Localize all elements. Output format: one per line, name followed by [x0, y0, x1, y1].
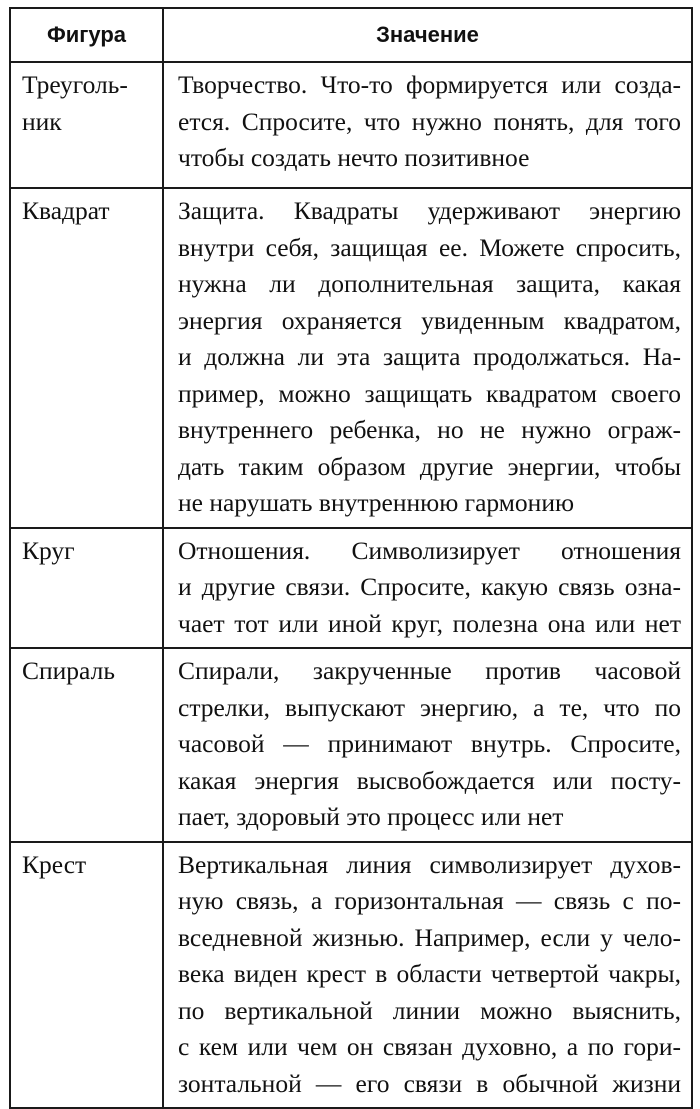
- shape-line: ник: [22, 106, 62, 136]
- shape-line: Квадрат: [22, 196, 110, 225]
- meaning-line: Творчество. Что-то формируется или созда-: [178, 70, 681, 99]
- meaning-line: ется. Спросите, что нужно понять, для того: [178, 106, 681, 136]
- meaning-line: по вертикальной линии можно выяснить,: [178, 995, 681, 1025]
- meaning-line: Спирали, закрученные против часовой: [178, 656, 681, 685]
- meaning-line: чтобы создать нечто позитивное: [178, 143, 530, 172]
- meaning-line: ную связь, а горизонтальная — связь с по-: [178, 886, 681, 915]
- meaning-cell-square: [163, 188, 692, 528]
- table-row: [10, 62, 692, 188]
- table-row: [10, 648, 692, 842]
- meaning-line: и другие связи. Спросите, какую связь озна-: [178, 572, 681, 601]
- meaning-line: нужна ли дополнительная защита, какая: [178, 269, 681, 298]
- meaning-line: Вертикальная линия символизирует духов-: [178, 849, 681, 879]
- meaning-line: стрелки, выпускают энергию, а те, что по: [178, 692, 681, 722]
- meaning-line: какая энергия высвобождается или посту-: [178, 765, 681, 795]
- shape-line: Круг: [22, 535, 75, 565]
- meaning-line: и должна ли эта защита продолжаться. На-: [178, 342, 681, 371]
- shape-meaning-table: [9, 7, 693, 1109]
- table-row: [10, 528, 692, 649]
- meaning-line: внутри себя, защищая ее. Можете спросить,: [178, 232, 681, 262]
- shape-cell-spiral: [10, 648, 163, 842]
- shape-line: Спираль: [22, 656, 115, 685]
- meaning-line: дать таким образом другие энергии, чтобы: [178, 451, 681, 481]
- meaning-cell-cross: [163, 842, 692, 1109]
- shape-cell-cross: [10, 842, 163, 1109]
- column-header-meaning: Значение: [163, 8, 692, 62]
- meaning-line: энергия охраняется увиденным квадратом,: [178, 305, 681, 335]
- meaning-line: Отношения. Символизирует отношения: [178, 535, 681, 565]
- shape-line: Крест: [22, 849, 87, 879]
- shape-cell-triangle: [10, 62, 163, 188]
- meaning-line: не нарушать внутреннюю гармонию: [178, 488, 575, 517]
- meaning-line: вседневной жизнью. Например, если у чело-: [178, 922, 681, 952]
- meaning-line: Защита. Квадраты удерживают энергию: [178, 196, 681, 225]
- meaning-line: с кем или чем он связан духовно, а по гори-: [178, 1032, 681, 1061]
- meaning-line: пает, здоровый это процесс или нет: [178, 802, 564, 831]
- table-header-row: [10, 8, 692, 62]
- shape-cell-square: [10, 188, 163, 528]
- meaning-cell-circle: [163, 528, 692, 649]
- column-header-shape: Фигура: [10, 8, 163, 62]
- table-row: [10, 842, 692, 1109]
- shape-cell-circle: [10, 528, 163, 649]
- meaning-line: часовой — принимают внутрь. Спросите,: [178, 729, 681, 758]
- meaning-line: чает тот или иной круг, полезна она или нет: [178, 608, 681, 638]
- meaning-cell-spiral: [163, 648, 692, 842]
- meaning-line: века виден крест в области четвертой чакры,: [178, 959, 681, 988]
- meaning-line: пример, можно защищать квадратом своего: [178, 378, 681, 408]
- meaning-line: зонтальной — его связи в обычной жизни: [178, 1068, 681, 1098]
- meaning-cell-triangle: [163, 62, 692, 188]
- shape-line: Треуголь-: [22, 70, 128, 99]
- table-row: [10, 188, 692, 528]
- meaning-line: внутреннего ребенка, но не нужно ограж-: [178, 415, 681, 444]
